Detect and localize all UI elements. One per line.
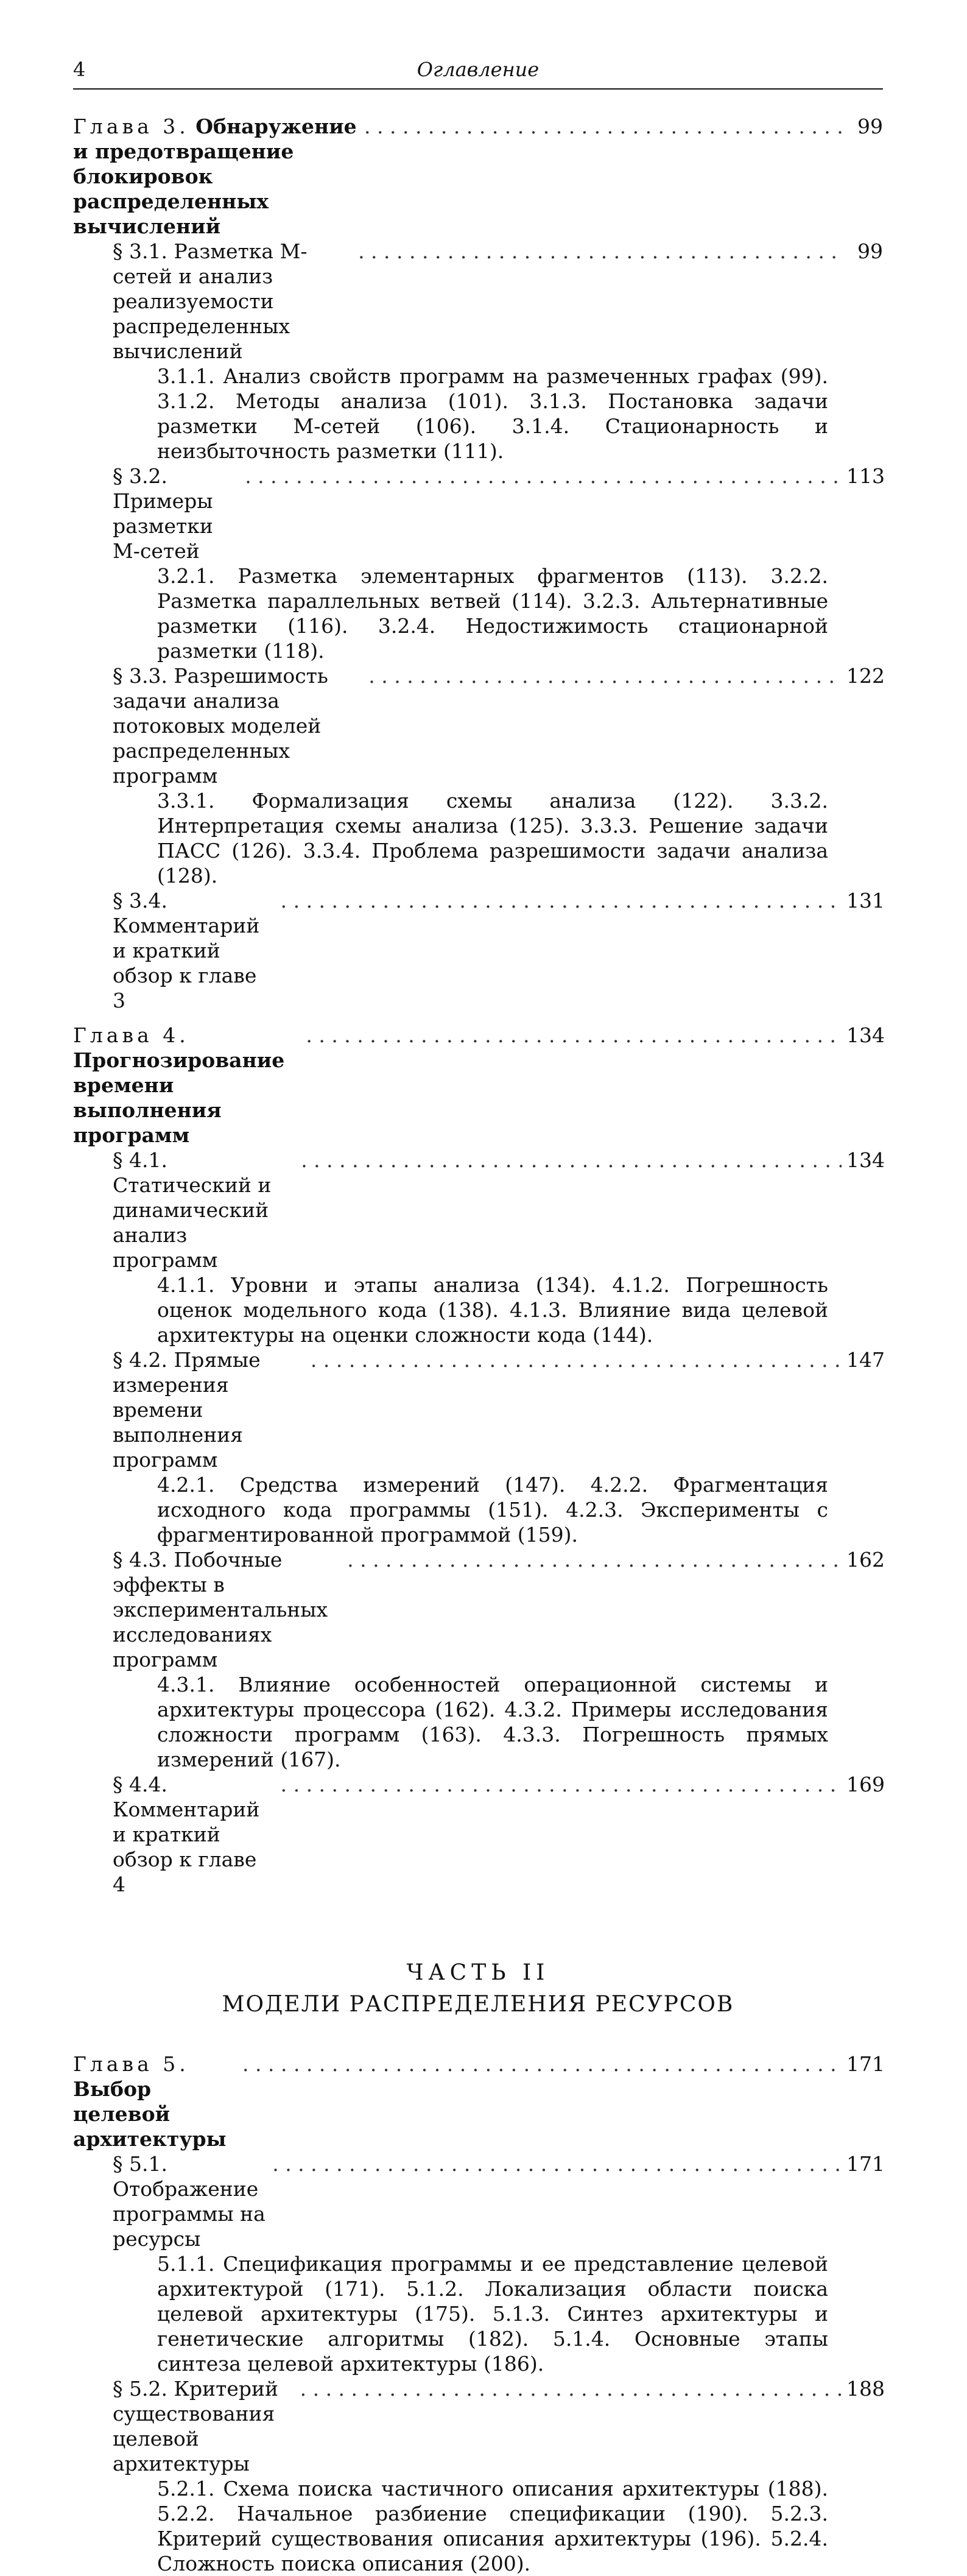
subsections-4-2: 4.2.1. Средства измерений (147). 4.2.2. Фрагментация исходного кода программы (151). 4.2.3. Эксперименты с фрагментированной программой (159). [157, 1473, 828, 1547]
section-title: § 5.1. Отображение программы на ресурсы [113, 2152, 265, 2251]
section-5-2[interactable] [113, 2376, 883, 2476]
section-title: § 4.3. Побочные эффекты в экспериментальных исследованиях программ [113, 1548, 328, 1671]
section-3-1[interactable] [113, 239, 883, 364]
table-of-contents [73, 114, 883, 2576]
section-title: § 5.2. Критерий существования целевой архитектуры [113, 2377, 279, 2475]
page-ref: 134 [846, 1023, 885, 1047]
leader-dots [368, 663, 842, 688]
chapter-3 [73, 114, 883, 1013]
section-3-3[interactable] [113, 663, 883, 788]
part-number: ЧАСТЬ II [406, 1960, 550, 1985]
chapter-4-heading[interactable] [73, 1023, 883, 1148]
chapter-5-heading[interactable] [73, 2052, 883, 2151]
chapter-title: Прогнозирование времени выполнения программ [73, 1048, 285, 1147]
leader-dots [311, 1347, 842, 1372]
leader-dots [281, 888, 842, 913]
section-title: § 4.1. Статический и динамический анализ программ [113, 1148, 272, 1272]
page-ref: 171 [846, 2052, 885, 2076]
section-title: § 3.2. Примеры разметки М-сетей [113, 464, 213, 563]
leader-dots [364, 114, 842, 139]
subsections-5-1: 5.1.1. Спецификация программы и ее представление целевой архитектурой (171). 5.1.2. Локализация области поиска целевой архитектуры (175). 5.1.3. Синтез архитектуры и генетические алгоритмы (182). 5.1.4. Основные этапы синтеза целевой архитектуры (186). [157, 2252, 828, 2376]
section-4-1[interactable] [113, 1148, 883, 1272]
chapter-label: Глава 5. [73, 2052, 189, 2076]
section-4-3[interactable] [113, 1547, 883, 1672]
subsections-3-1: 3.1.1. Анализ свойств программ на размеченных графах (99). 3.1.2. Методы анализа (101). 3.1.3. Постановка задачи разметки М-сетей (106). 3.1.4. Стационарность и неизбыточность разметки (111). [157, 364, 828, 463]
chapter-label: Глава 4. [73, 1023, 189, 1047]
running-title: Оглавление [417, 58, 540, 81]
page-header [73, 58, 883, 90]
page-ref: 171 [846, 2152, 885, 2176]
subsections-5-2: 5.2.1. Схема поиска частичного описания архитектуры (188). 5.2.2. Начальное разбиение спецификации (190). 5.2.3. Критерий существования описания архитектуры (196). 5.2.4. Сложность поиска описания (200). [157, 2477, 828, 2575]
page-number: 4 [73, 58, 86, 81]
leader-dots [272, 2151, 842, 2176]
page-ref: 169 [846, 1773, 885, 1796]
subsections-4-1: 4.1.1. Уровни и этапы анализа (134). 4.1.2. Погрешность оценок модельного кода (138). 4.1.3. Влияние вида целевой архитектуры на оценки сложности кода (144). [157, 1273, 828, 1347]
page-ref: 131 [846, 889, 885, 912]
leader-dots [301, 1148, 842, 1173]
page-ref: 122 [846, 664, 885, 688]
chapter-3-heading[interactable] [73, 114, 883, 239]
page-ref: 188 [846, 2377, 885, 2401]
leader-dots [347, 1547, 842, 1572]
section-4-2[interactable] [113, 1347, 883, 1472]
leader-dots [300, 2376, 842, 2401]
chapter-title: Обнаружение и предотвращение блокировок распределенных вычислений [73, 115, 357, 238]
page-ref: 99 [857, 239, 883, 263]
page-ref: 113 [846, 464, 885, 488]
section-3-2[interactable] [113, 464, 883, 563]
leader-dots [358, 239, 842, 264]
section-4-4[interactable] [113, 1772, 883, 1897]
section-title: § 4.2. Прямые измерения времени выполнения программ [113, 1348, 261, 1472]
page-ref: 134 [846, 1148, 885, 1172]
part-heading [73, 1958, 883, 2021]
leader-dots [306, 1023, 842, 1048]
page-ref: 147 [846, 1348, 885, 1372]
section-title: § 3.4. Комментарий и краткий обзор к главе 3 [113, 889, 260, 1012]
chapter-5 [73, 2052, 883, 2576]
toc-page [73, 58, 883, 2576]
section-title: § 3.3. Разрешимость задачи анализа потоковых моделей распределенных программ [113, 664, 328, 788]
page-ref: 99 [857, 115, 883, 138]
subsections-3-2: 3.2.1. Разметка элементарных фрагментов (113). 3.2.2. Разметка параллельных ветвей (114). 3.2.3. Альтернативные разметки (116). 3.2.4. Недостижимость стационарной разметки (118). [157, 564, 828, 663]
subsections-3-3: 3.3.1. Формализация схемы анализа (122). 3.3.2. Интерпретация схемы анализа (125). 3.3.3. Решение задачи ПАСС (126). 3.3.4. Проблема разрешимости задачи анализа (128). [157, 789, 828, 887]
section-3-4[interactable] [113, 888, 883, 1013]
chapter-label: Глава 3. [73, 115, 189, 138]
chapter-title: Выбор целевой архитектуры [73, 2077, 227, 2151]
page-ref: 162 [846, 1548, 885, 1572]
section-5-1[interactable] [113, 2151, 883, 2251]
section-title: § 3.1. Разметка М-сетей и анализ реализуемости распределенных вычислений [113, 239, 308, 363]
subsections-4-3: 4.3.1. Влияние особенностей операционной системы и архитектуры процессора (162). 4.3.2. Примеры исследования сложности программ (163). 4.3.3. Погрешность прямых измерений (167). [157, 1673, 828, 1771]
leader-dots [281, 1772, 842, 1797]
section-title: § 4.4. Комментарий и краткий обзор к главе 4 [113, 1773, 260, 1896]
leader-dots [242, 2052, 842, 2077]
chapter-4 [73, 1023, 883, 1897]
part-title: МОДЕЛИ РАСПРЕДЕЛЕНИЯ РЕСУРСОВ [222, 1992, 734, 2017]
leader-dots [245, 464, 842, 489]
